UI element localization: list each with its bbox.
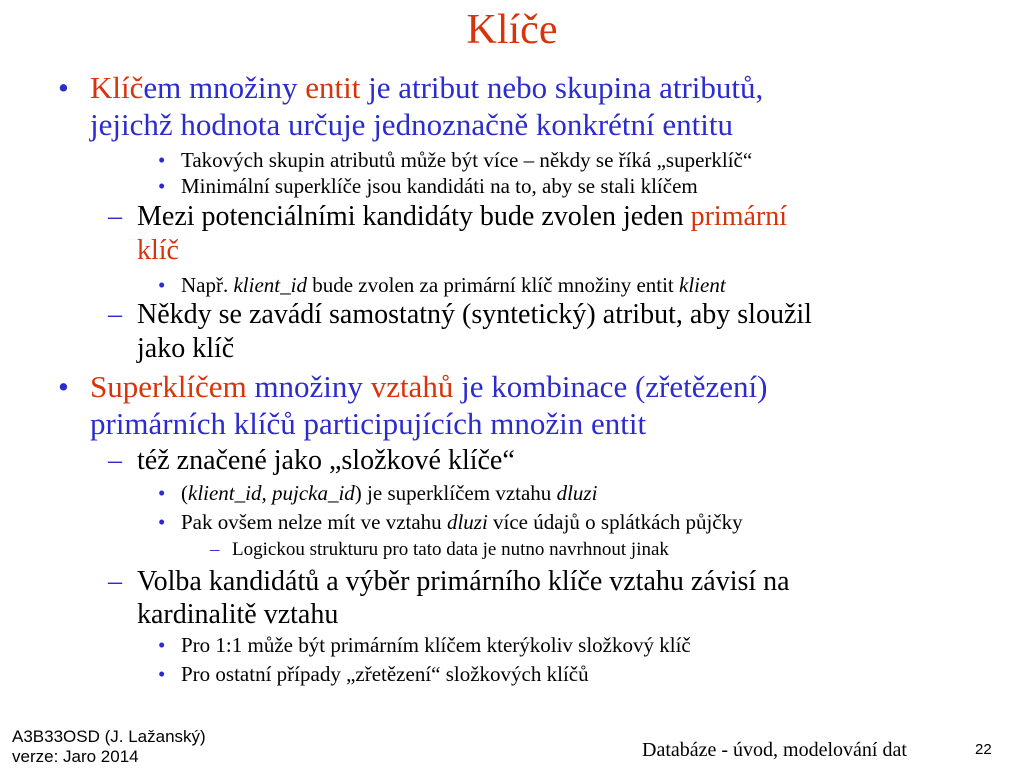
text-segment: více údajů o splátkách půjčky bbox=[487, 510, 743, 534]
text-segment: je kombinace (zřetězení) bbox=[453, 369, 768, 404]
synthetic-key-line1: Někdy se zavádí samostatný (syntetický) atribut, aby sloužil bbox=[137, 299, 812, 330]
composite-key-note: též značené jako „složkové klíče“ bbox=[137, 445, 515, 476]
text-segment: klient_id, pujcka_id bbox=[188, 481, 355, 505]
term-superklicem: Superklíčem bbox=[90, 369, 247, 404]
primary-key-line2: klíč bbox=[137, 235, 179, 266]
bullet-marker: • bbox=[158, 662, 166, 686]
text-segment: bude zvolen za primární klíč množiny entit bbox=[306, 273, 680, 297]
composite-key-example bbox=[181, 480, 597, 506]
bullet-marker: • bbox=[158, 633, 166, 657]
bullet-marker: • bbox=[58, 70, 69, 105]
text-segment: dluzi bbox=[446, 510, 488, 534]
dash-marker: – bbox=[108, 566, 122, 597]
candidate-note: Minimální superklíče jsou kandidáti na to, aby se stali klíčem bbox=[181, 174, 698, 198]
text-segment: je atribut nebo skupina atributů, bbox=[360, 70, 764, 105]
text-segment: klient bbox=[679, 273, 726, 297]
text-segment: Mezi potenciálními kandidáty bude zvolen jeden bbox=[137, 201, 691, 232]
candidate-choice-line2: kardinalitě vztahu bbox=[137, 599, 339, 630]
bullet-marker: • bbox=[58, 369, 69, 404]
footer-version: verze: Jaro 2014 bbox=[12, 747, 139, 766]
primary-key-example bbox=[181, 272, 726, 298]
other-cases-note: Pro ostatní případy „zřetězení“ složkových klíčů bbox=[181, 662, 589, 686]
term-vztahu: vztahů bbox=[370, 369, 454, 404]
dash-marker: – bbox=[108, 299, 122, 330]
text-segment: ) je superklíčem vztahu bbox=[354, 481, 557, 505]
text-segment: Pak ovšem nelze mít ve vztahu bbox=[181, 510, 447, 534]
superkey-note: Takových skupin atributů může být více – někdy se říká „superklíč“ bbox=[181, 148, 753, 172]
bullet-marker: • bbox=[158, 148, 166, 172]
bullet-marker: • bbox=[158, 174, 166, 198]
dash-marker: – bbox=[210, 539, 220, 560]
text-segment: em množiny bbox=[143, 70, 306, 105]
dash-marker: – bbox=[108, 445, 122, 476]
bullet-marker: • bbox=[158, 481, 166, 505]
bullet-marker: • bbox=[158, 510, 166, 534]
primary-key-line1 bbox=[137, 200, 787, 234]
term-primarni: primární bbox=[690, 201, 788, 232]
synthetic-key-line2: jako klíč bbox=[137, 333, 235, 364]
installment-note bbox=[181, 509, 743, 535]
relationship-superkey-line2: primárních klíčů participujících množin entit bbox=[90, 406, 647, 441]
page-number: 22 bbox=[975, 741, 992, 758]
footer-course: A3B33OSD (J. Lažanský) bbox=[12, 727, 206, 746]
bullet-marker: • bbox=[158, 273, 166, 297]
term-klic: Klíč bbox=[90, 70, 144, 105]
footer-course-info bbox=[12, 727, 206, 767]
slide-title: Klíče bbox=[466, 7, 558, 53]
relationship-superkey-line1 bbox=[90, 368, 767, 406]
footer-title: Databáze - úvod, modelování dat bbox=[642, 739, 907, 761]
one-to-one-note: Pro 1:1 může být primárním klíčem kterýkoliv složkový klíč bbox=[181, 633, 691, 657]
text-segment: Např. bbox=[181, 273, 234, 297]
text-segment: množiny bbox=[246, 369, 371, 404]
term-entit: entit bbox=[305, 70, 361, 105]
candidate-choice-line1: Volba kandidátů a výběr primárního klíče vztahu závisí na bbox=[137, 566, 790, 597]
text-segment: klient_id bbox=[233, 273, 307, 297]
logical-structure-note: Logickou strukturu pro tato data je nutno navrhnout jinak bbox=[232, 539, 669, 560]
text-segment: ( bbox=[181, 481, 188, 505]
keys-definition-line2: jejichž hodnota určuje jednoznačně konkrétní entitu bbox=[90, 107, 734, 142]
text-segment: dluzi bbox=[556, 481, 598, 505]
keys-definition-line1 bbox=[90, 69, 763, 107]
dash-marker: – bbox=[108, 201, 122, 232]
